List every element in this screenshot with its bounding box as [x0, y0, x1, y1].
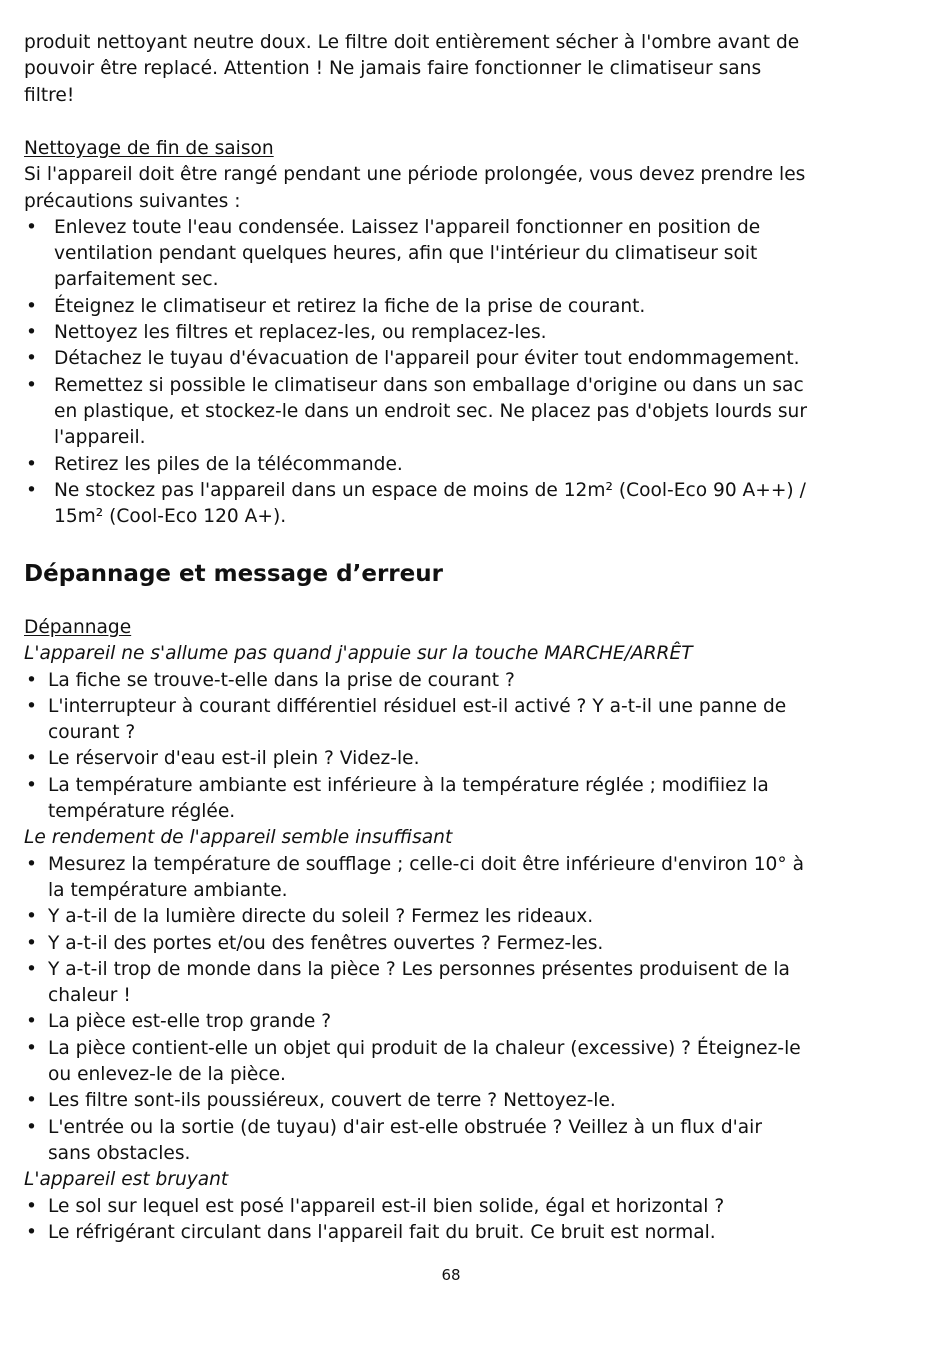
list-item-text: La pièce est-elle trop grande ?	[48, 1011, 332, 1033]
list-item	[24, 1009, 904, 1035]
list-item-text: la température ambiante.	[48, 879, 288, 901]
bullet-icon: •	[26, 669, 37, 691]
question-heading: L'appareil est bruyant	[24, 1169, 229, 1191]
section-heading: Dépannage et message d’erreur	[24, 561, 443, 587]
list-item-text: ventilation pendant quelques heures, afin que l'intérieur du climatiseur soit	[54, 243, 758, 265]
bullet-icon: •	[26, 774, 37, 796]
list-item-text: Ne stockez pas l'appareil dans un espace de moins de 12m² (Cool-Eco 90 A++) /	[54, 479, 806, 501]
text-line: précautions suivantes :	[24, 190, 241, 212]
list-item-text: Y a-t-il de la lumière directe du soleil ? Fermez les rideaux.	[48, 906, 594, 928]
bullet-icon: •	[26, 479, 37, 501]
list-item-text: L'entrée ou la sortie (de tuyau) d'air est-elle obstruée ? Veillez à un flux d'air	[48, 1116, 762, 1138]
list-item	[24, 452, 904, 478]
troubleshooting-title: Dépannage	[24, 617, 132, 638]
bullet-icon: •	[26, 1011, 37, 1033]
list-item-text: l'appareil.	[54, 427, 146, 449]
bullet-icon: •	[26, 295, 37, 317]
bullet-icon: •	[26, 1221, 37, 1243]
list-item-text: sans obstacles.	[48, 1142, 191, 1164]
q2-bullet-list	[24, 852, 904, 1168]
list-item	[24, 1194, 904, 1220]
list-item	[24, 1036, 904, 1089]
list-item-text: ou enlevez-le de la pièce.	[48, 1064, 286, 1086]
list-item	[24, 346, 904, 372]
list-item-text: Les filtre sont-ils poussiéreux, couvert de terre ? Nettoyez-le.	[48, 1090, 616, 1112]
bullet-icon: •	[26, 374, 37, 396]
page-number: 68	[441, 1266, 461, 1284]
list-item	[24, 294, 904, 320]
list-item-text: Enlevez toute l'eau condensée. Laissez l'appareil fonctionner en position de	[54, 216, 761, 238]
question-heading: L'appareil ne s'allume pas quand j'appuie sur la touche MARCHE/ARRÊT	[24, 643, 693, 665]
bullet-icon: •	[26, 695, 37, 717]
list-item	[24, 215, 904, 294]
list-item-text: parfaitement sec.	[54, 269, 219, 291]
list-item	[24, 373, 904, 452]
q3-bullet-list	[24, 1194, 904, 1247]
list-item-text: Le réfrigérant circulant dans l'appareil fait du bruit. Ce bruit est normal.	[48, 1221, 716, 1243]
bullet-icon: •	[26, 748, 37, 770]
list-item	[24, 1220, 904, 1246]
bullet-icon: •	[26, 453, 37, 475]
bullet-icon: •	[26, 932, 37, 954]
bullet-icon: •	[26, 958, 37, 980]
season-bullet-list	[24, 215, 904, 531]
bullet-icon: •	[26, 906, 37, 928]
bullet-icon: •	[26, 1037, 37, 1059]
list-item-text: en plastique, et stockez-le dans un endroit sec. Ne placez pas d'objets lourds sur	[54, 400, 807, 422]
list-item	[24, 746, 904, 772]
bullet-icon: •	[26, 216, 37, 238]
intro-paragraph	[24, 30, 904, 109]
list-item-text: La fiche se trouve-t-elle dans la prise de courant ?	[48, 669, 515, 691]
bullet-icon: •	[26, 1195, 37, 1217]
text-line: pouvoir être replacé. Attention ! Ne jamais faire fonctionner le climatiseur sans	[24, 58, 762, 80]
list-item-text: 15m² (Cool-Eco 120 A+).	[54, 506, 287, 528]
question-heading: Le rendement de l'appareil semble insuffisant	[24, 827, 453, 849]
list-item-text: Y a-t-il des portes et/ou des fenêtres ouvertes ? Fermez-les.	[48, 932, 604, 954]
troubleshooting-section	[24, 615, 904, 1246]
list-item	[24, 904, 904, 930]
list-item	[24, 478, 904, 531]
list-item	[24, 320, 904, 346]
list-item-text: Retirez les piles de la télécommande.	[54, 453, 403, 475]
list-item-text: La température ambiante est inférieure à la température réglée ; modifiiez la	[48, 774, 769, 796]
list-item-text: chaleur !	[48, 985, 131, 1007]
list-item-text: Le sol sur lequel est posé l'appareil est-il bien solide, égal et horizontal ?	[48, 1195, 725, 1217]
list-item-text: Y a-t-il trop de monde dans la pièce ? Les personnes présentes produisent de la	[48, 958, 790, 980]
list-item-text: température réglée.	[48, 801, 236, 823]
list-item-text: Détachez le tuyau d'évacuation de l'appareil pour éviter tout endommagement.	[54, 348, 800, 370]
bullet-icon: •	[26, 348, 37, 370]
list-item	[24, 1115, 904, 1168]
list-item-text: Remettez si possible le climatiseur dans son emballage d'origine ou dans un sac	[54, 374, 804, 396]
list-item-text: Mesurez la température de soufflage ; celle-ci doit être inférieure d'environ 10° à	[48, 853, 804, 875]
list-item	[24, 852, 904, 905]
list-item-text: Le réservoir d'eau est-il plein ? Videz-le.	[48, 748, 420, 770]
list-item	[24, 773, 904, 826]
season-title: Nettoyage de fin de saison	[24, 138, 274, 159]
list-item-text: courant ?	[48, 722, 136, 744]
q1-bullet-list	[24, 668, 904, 826]
list-item	[24, 1088, 904, 1114]
bullet-icon: •	[26, 1116, 37, 1138]
list-item	[24, 931, 904, 957]
season-section	[24, 136, 904, 530]
list-item-text: Éteignez le climatiseur et retirez la fiche de la prise de courant.	[54, 295, 646, 317]
list-item	[24, 694, 904, 747]
list-item-text: L'interrupteur à courant différentiel résiduel est-il activé ? Y a-t-il une panne de	[48, 695, 787, 717]
list-item	[24, 957, 904, 1010]
bullet-icon: •	[26, 322, 37, 344]
list-item-text: La pièce contient-elle un objet qui produit de la chaleur (excessive) ? Éteignez-le	[48, 1037, 801, 1059]
bullet-icon: •	[26, 1090, 37, 1112]
text-line: filtre!	[24, 84, 75, 106]
list-item	[24, 668, 904, 694]
text-line: produit nettoyant neutre doux. Le filtre doit entièrement sécher à l'ombre avant de	[24, 32, 800, 53]
bullet-icon: •	[26, 853, 37, 875]
list-item-text: Nettoyez les filtres et replacez-les, ou remplacez-les.	[54, 322, 547, 344]
text-line: Si l'appareil doit être rangé pendant une période prolongée, vous devez prendre les	[24, 164, 806, 186]
